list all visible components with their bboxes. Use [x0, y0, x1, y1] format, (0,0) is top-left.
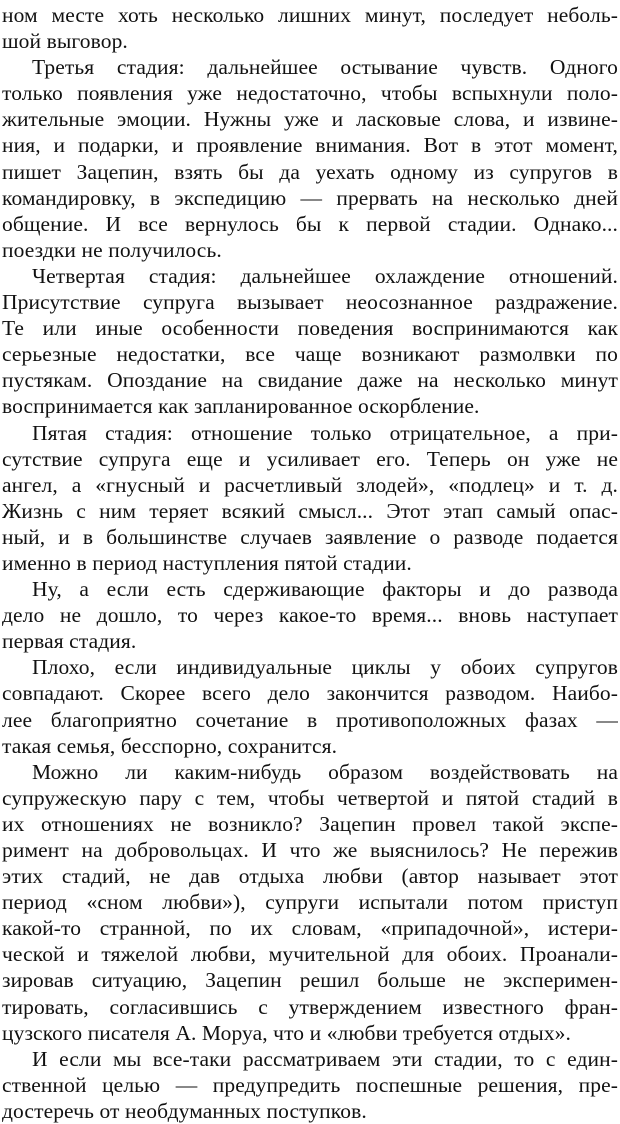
text-line: какой-то странной, по их словам, «припадочной», истери- [2, 916, 618, 941]
text-line: серьезные недостатки, все чаще возникают размолвки по [2, 342, 618, 367]
text-line: период «сном любви»), супруги испытали потом приступ [2, 890, 618, 915]
text-line: ческой и тяжелой любви, мучительной для обоих. Проанали- [2, 942, 618, 967]
paragraph-4 [2, 420, 618, 577]
text-line: достеречь от необдуманных поступков. [2, 1098, 367, 1123]
text-line: Ну, а если есть сдерживающие факторы и до развода [32, 577, 618, 602]
paragraph-3 [2, 263, 618, 420]
text-line: ном месте хоть несколько лишних минут, последует неболь- [2, 3, 618, 27]
paragraph-1 [2, 2, 618, 54]
paragraph-8 [2, 1046, 618, 1124]
text-line: ангел, а «гнусный и расчетливый злодей», «подлец» и т. д. [2, 472, 618, 497]
paragraph-7 [2, 759, 618, 1046]
paragraph-5 [2, 576, 618, 654]
text-line: Те или иные особенности поведения воспринимаются как [2, 316, 618, 341]
text-line: Четвертая стадия: дальнейшее охлаждение отношений. [32, 263, 618, 288]
text-line: этих стадий, не дав отдыха любви (автор называет этот [2, 864, 618, 889]
text-line: Можно ли каким-нибудь образом воздействовать на [32, 759, 618, 784]
text-line: ственной целью — предупредить поспешные решения, пре- [2, 1072, 618, 1097]
text-line: совпадают. Скорее всего дело закончится разводом. Наибо- [2, 681, 618, 706]
text-line: Плохо, если индивидуальные циклы у обоих супругов [32, 655, 618, 680]
text-line: лее благоприятно сочетание в противоположных фазах — [2, 707, 618, 732]
text-line: сутствие супруга еще и усиливает его. Теперь он уже не [2, 446, 618, 471]
text-line: цузского писателя А. Моруа, что и «любви требуется отдых». [2, 1020, 571, 1045]
text-line: Жизнь с ним теряет всякий смысл... Этот этап самый опас- [2, 498, 618, 523]
text-line: только появления уже недостаточно, чтобы вспыхнули поло- [2, 81, 618, 106]
text-line: Присутствие супруга вызывает неосознанное раздражение. [2, 290, 618, 315]
text-line: такая семья, бесспорно, сохранится. [2, 733, 338, 758]
paragraph-6 [2, 654, 618, 758]
text-line: Третья стадия: дальнейшее остывание чувств. Одного [32, 55, 618, 80]
text-line: воспринимается как запланированное оскорбление. [2, 394, 480, 419]
text-line: римент на добровольцах. И что же выяснилось? Не пережив [2, 838, 618, 862]
text-line: тировать, согласившись с утверждением известного фран- [2, 994, 618, 1019]
text-line: Пятая стадия: отношение только отрицательное, а при- [32, 420, 618, 445]
text-line: И если мы все-таки рассматриваем эти стадии, то с един- [32, 1046, 618, 1071]
text-line: супружескую пару с тем, чтобы четвертой и пятой стадий в [2, 785, 618, 810]
text-line: первая стадия. [2, 629, 137, 654]
book-page [2, 2, 618, 1124]
text-line: командировку, в экспедицию — прервать на несколько дней [2, 185, 618, 210]
text-line: ния, и подарки, и проявление внимания. Вот в этот момент, [2, 133, 618, 158]
text-line: поездки не получилось. [2, 237, 222, 262]
text-line: ный, и в большинстве случаев заявление о разводе подается [2, 524, 618, 549]
text-line: пишет Зацепин, взять бы да уехать одному из супругов в [2, 159, 618, 184]
text-line: пустякам. Опоздание на свидание даже на несколько минут [2, 368, 618, 393]
text-line: зировав ситуацию, Зацепин решил больше не эксперимен- [2, 968, 618, 993]
paragraph-2 [2, 54, 618, 263]
text-line: именно в период наступления пятой стадии. [2, 550, 412, 575]
text-line: дело не дошло, то через какое-то время... вновь наступает [2, 603, 618, 628]
text-line: их отношениях не возникло? Зацепин провел такой экспе- [2, 811, 618, 836]
text-line: шой выговор. [2, 29, 128, 54]
text-line: жительные эмоции. Нужны уже и ласковые слова, и извине- [2, 107, 618, 132]
text-line: общение. И все вернулось бы к первой стадии. Однако... [2, 211, 618, 236]
